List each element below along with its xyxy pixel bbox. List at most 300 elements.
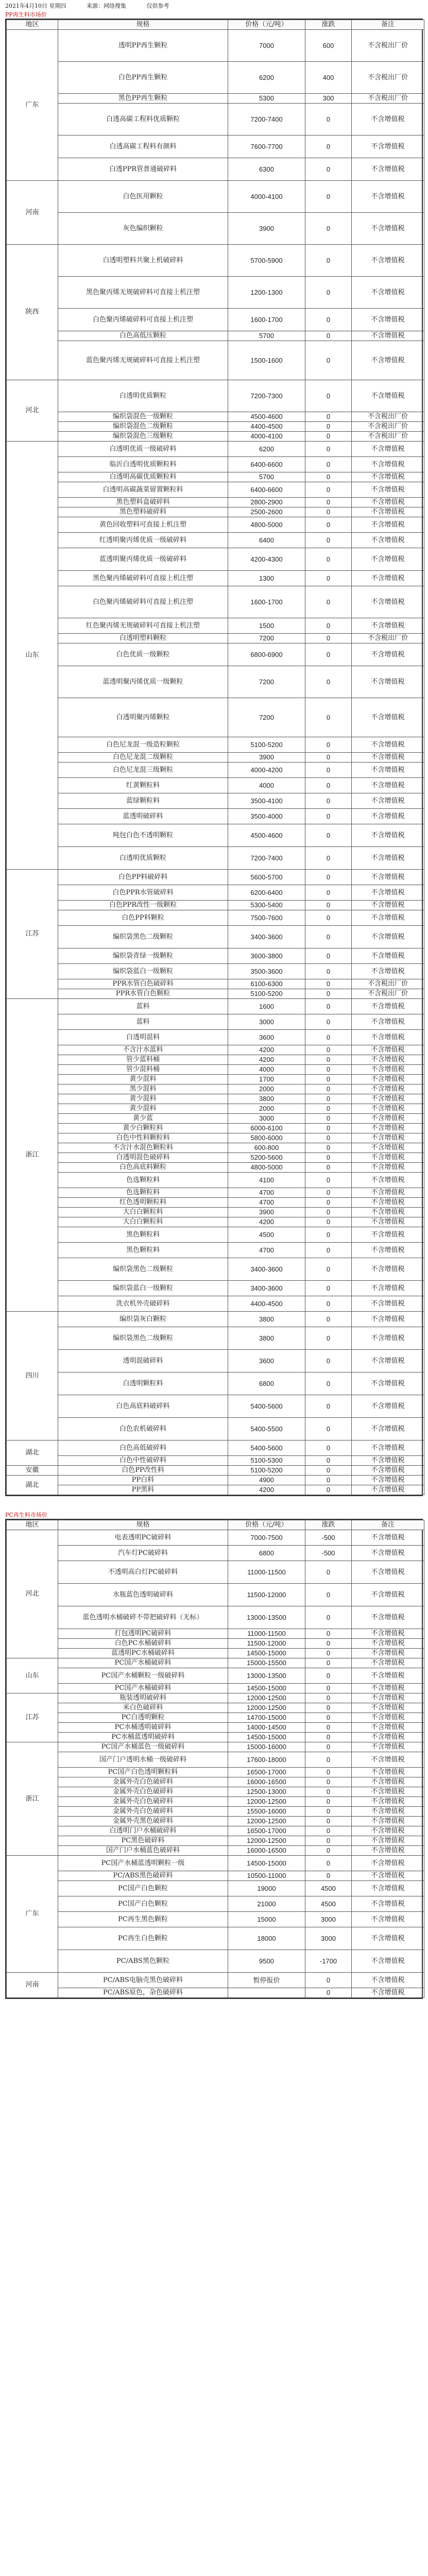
change-cell: 0 <box>305 1836 352 1846</box>
price-cell: 6200 <box>228 62 305 94</box>
change-cell: 0 <box>305 698 352 737</box>
remark-cell: 不含增值税 <box>352 1227 424 1243</box>
change-cell: 0 <box>305 809 352 824</box>
price-cell: 6400-6600 <box>228 457 305 472</box>
table-row <box>7 1896 424 1912</box>
remark-cell: 不含增值税 <box>352 762 424 778</box>
table-row <box>7 213 424 245</box>
remark-cell: 不含增值税 <box>352 1350 424 1372</box>
change-cell: 0 <box>305 341 352 380</box>
table-row <box>7 1084 424 1094</box>
remark-cell: 不含增值税 <box>352 999 424 1014</box>
remark-cell: 不含税出厂价 <box>352 422 424 432</box>
price-cell: 6800 <box>228 1372 305 1395</box>
remark-cell: 不含增值税 <box>352 1485 424 1495</box>
change-cell: 0 <box>305 870 352 885</box>
table-row <box>7 1713 424 1723</box>
remark-cell: 不含增值税 <box>352 245 424 277</box>
table-row <box>7 634 424 643</box>
table-row <box>7 1881 424 1896</box>
remark-cell: 不含增值税 <box>352 1094 424 1104</box>
remark-cell: 不含增值税 <box>352 1143 424 1153</box>
spec-cell: 白色PPR改性一级颗粒 <box>58 901 228 910</box>
change-cell: 0 <box>305 1114 352 1124</box>
change-cell: 0 <box>305 422 352 432</box>
table-row <box>7 309 424 331</box>
spec-cell: 蓝透明聚丙烯优质一级颗粒 <box>58 666 228 698</box>
table-row <box>7 1198 424 1208</box>
table-row <box>7 1988 424 1998</box>
change-cell: 0 <box>305 1243 352 1258</box>
spec-cell: PC白透明颗粒 <box>58 1713 228 1723</box>
price-cell: 3500-4000 <box>228 809 305 824</box>
change-cell: 0 <box>305 442 352 457</box>
price-cell: 1600-1700 <box>228 309 305 331</box>
price-cell: 7200-7300 <box>228 380 305 412</box>
change-cell: 0 <box>305 213 352 245</box>
table-row <box>7 1188 424 1198</box>
change-cell: 0 <box>305 1658 352 1668</box>
price-cell: 11500-12000 <box>228 1639 305 1649</box>
change-cell: 0 <box>305 1826 352 1836</box>
table-row <box>7 762 424 778</box>
price-cell: 4800-5000 <box>228 517 305 533</box>
remark-cell: 不含增值税 <box>352 1014 424 1030</box>
table-row <box>7 1114 424 1124</box>
spec-cell: 白透高碳工程料有颜料 <box>58 135 228 158</box>
price-cell: 4100 <box>228 1173 305 1188</box>
table-row <box>7 1846 424 1856</box>
remark-cell: 不含增值税 <box>352 586 424 618</box>
change-cell: 0 <box>305 885 352 901</box>
table-row <box>7 1807 424 1817</box>
remark-cell: 不含增值税 <box>352 1188 424 1198</box>
table-row <box>7 926 424 948</box>
price-cell: 7200 <box>228 698 305 737</box>
spec-cell: 白透明颗粒料 <box>58 1372 228 1395</box>
change-cell: 0 <box>305 979 352 989</box>
spec-cell: 白色聚丙烯破碎料可直接上机注塑 <box>58 309 228 331</box>
price-cell: 21000 <box>228 1896 305 1912</box>
table-row <box>7 1030 424 1045</box>
table-row <box>7 1440 424 1456</box>
change-cell: 0 <box>305 1456 352 1466</box>
table-row <box>7 1629 424 1639</box>
change-cell: 0 <box>305 753 352 762</box>
remark-cell: 不含增值税 <box>352 181 424 213</box>
table-row <box>7 698 424 737</box>
change-cell: 0 <box>305 457 352 472</box>
region-cell: 湖北 <box>7 1476 58 1495</box>
change-cell: 0 <box>305 1752 352 1768</box>
remark-cell: 不含增值税 <box>352 1881 424 1896</box>
pp-section-title: PP再生料市场价 <box>5 11 47 18</box>
report-date: 2021年4月10日 星期四 <box>5 3 66 9</box>
spec-cell: 国产门户水桶蓝色破碎料 <box>58 1846 228 1856</box>
price-cell: 4500 <box>228 1227 305 1243</box>
price-cell <box>228 1988 305 1998</box>
table-row <box>7 412 424 422</box>
spec-cell: 金属外壳白色破碎料 <box>58 1807 228 1817</box>
report-header <box>0 0 428 11</box>
table-row <box>7 1668 424 1684</box>
price-cell: 1600 <box>228 999 305 1014</box>
price-cell: 11500-12000 <box>228 1584 305 1606</box>
remark-cell: 不含增值税 <box>352 809 424 824</box>
table-row <box>7 1281 424 1296</box>
change-cell: 0 <box>305 1153 352 1163</box>
table-row <box>7 847 424 870</box>
price-cell: 18000 <box>228 1927 305 1950</box>
table-row <box>7 1684 424 1693</box>
change-cell: 0 <box>305 1777 352 1787</box>
price-cell: 16000-16500 <box>228 1846 305 1856</box>
region-cell: 四川 <box>7 1312 58 1440</box>
remark-cell: 不含增值税 <box>352 1065 424 1075</box>
remark-cell: 不含增值税 <box>352 498 424 507</box>
price-cell: 5400-5600 <box>228 1440 305 1456</box>
region-cell: 陕西 <box>7 245 58 380</box>
price-cell: 6000-6100 <box>228 1124 305 1133</box>
remark-cell: 不含增值税 <box>352 1395 424 1418</box>
region-cell: 广东 <box>7 1856 58 1973</box>
price-cell: 3400-3600 <box>228 1258 305 1281</box>
table-row <box>7 331 424 341</box>
region-cell: 河南 <box>7 181 58 245</box>
change-cell: 400 <box>305 62 352 94</box>
remark-cell: 不含增值税 <box>352 1258 424 1281</box>
change-cell: 0 <box>305 571 352 586</box>
spec-cell: 色选颗粒料 <box>58 1173 228 1188</box>
spec-cell: 白透明塑料共聚上机破碎料 <box>58 245 228 277</box>
change-cell: 0 <box>305 533 352 548</box>
region-cell: 山东 <box>7 442 58 870</box>
table-row <box>7 472 424 482</box>
spec-cell: 白透PPR管普通破碎料 <box>58 158 228 181</box>
price-cell: 6200-6400 <box>228 885 305 901</box>
spec-cell: 白透明混色破碎料 <box>58 1153 228 1163</box>
spec-cell: 透明PP再生颗粒 <box>58 30 228 62</box>
table-row <box>7 533 424 548</box>
remark-cell: 不含增值税 <box>352 1163 424 1173</box>
price-cell: 15000 <box>228 1912 305 1927</box>
price-cell: 14500-15000 <box>228 1856 305 1871</box>
remark-cell: 不含增值税 <box>352 1639 424 1649</box>
region-cell: 安徽 <box>7 1466 58 1476</box>
price-cell: 3800 <box>228 1327 305 1350</box>
price-cell: 19000 <box>228 1881 305 1896</box>
price-cell: 6300 <box>228 158 305 181</box>
price-cell: 5100-5200 <box>228 989 305 999</box>
change-cell: 0 <box>305 1649 352 1658</box>
price-cell: 14500-15000 <box>228 1733 305 1742</box>
table-row <box>7 498 424 507</box>
spec-cell: PC国产水桶蓝透明颗粒一级 <box>58 1856 228 1871</box>
spec-cell: 大白白颗粒料 <box>58 1208 228 1217</box>
change-cell: 0 <box>305 1350 352 1372</box>
remark-cell: 不含增值税 <box>352 277 424 309</box>
price-cell: 14000-14500 <box>228 1723 305 1733</box>
table-row <box>7 1227 424 1243</box>
table-row <box>7 1606 424 1629</box>
price-cell: 6100-6300 <box>228 979 305 989</box>
remark-cell: 不含税出厂价 <box>352 412 424 422</box>
table-row <box>7 1418 424 1440</box>
price-cell: 3900 <box>228 1208 305 1217</box>
spec-cell: 大白白颗粒料 <box>58 1217 228 1227</box>
price-cell: 1600-1700 <box>228 586 305 618</box>
remark-cell: 不含增值税 <box>352 507 424 517</box>
spec-cell: 白透明塑料颗粒 <box>58 634 228 643</box>
table-row <box>7 793 424 809</box>
spec-cell: PC/ABS原色，杂色破碎料 <box>58 1988 228 1998</box>
change-cell: 0 <box>305 964 352 979</box>
remark-cell: 不含增值税 <box>352 341 424 380</box>
change-cell: 0 <box>305 1198 352 1208</box>
region-cell: 浙江 <box>7 1742 58 1856</box>
change-cell: 3000 <box>305 1912 352 1927</box>
spec-cell: 编织袋灰白颗粒 <box>58 1312 228 1327</box>
remark-cell: 不含增值税 <box>352 380 424 412</box>
remark-cell: 不含增值税 <box>352 1546 424 1561</box>
spec-cell: 白透明优质颗粒 <box>58 380 228 412</box>
change-cell: 0 <box>305 309 352 331</box>
remark-cell: 不含增值税 <box>352 1777 424 1787</box>
table-row <box>7 432 424 442</box>
remark-cell: 不含增值税 <box>352 666 424 698</box>
change-cell: 0 <box>305 634 352 643</box>
column-header-change: 涨跌 <box>305 20 352 30</box>
table-row <box>7 1143 424 1153</box>
spec-cell: 白透明混料 <box>58 1030 228 1045</box>
remark-cell: 不含增值税 <box>352 901 424 910</box>
table-row <box>7 1075 424 1084</box>
table-row <box>7 1927 424 1950</box>
price-cell: 4000-4200 <box>228 762 305 778</box>
table-row <box>7 1639 424 1649</box>
spec-cell: 白色高低破碎料 <box>58 1440 228 1456</box>
spec-cell: 金属外壳白色破碎料 <box>58 1797 228 1807</box>
change-cell: 0 <box>305 331 352 341</box>
region-cell: 湖北 <box>7 1440 58 1466</box>
change-cell: 0 <box>305 1787 352 1797</box>
change-cell: 0 <box>305 1030 352 1045</box>
remark-cell: 不含增值税 <box>352 533 424 548</box>
change-cell: 0 <box>305 1713 352 1723</box>
table-row <box>7 1466 424 1476</box>
spec-cell: 黑色颗粒料 <box>58 1243 228 1258</box>
remark-cell: 不含增值税 <box>352 1045 424 1055</box>
spec-cell: 黄少混料 <box>58 1094 228 1104</box>
remark-cell: 不含增值税 <box>352 1742 424 1752</box>
remark-cell: 不含增值税 <box>352 1075 424 1084</box>
remark-cell: 不含增值税 <box>352 1787 424 1797</box>
table-row <box>7 1703 424 1713</box>
table-row <box>7 277 424 309</box>
price-cell: 12000-12500 <box>228 1836 305 1846</box>
table-row <box>7 1768 424 1777</box>
price-cell: 6400-6600 <box>228 482 305 498</box>
remark-cell: 不含增值税 <box>352 870 424 885</box>
table-row <box>7 885 424 901</box>
change-cell: 0 <box>305 1871 352 1881</box>
price-cell: 14500-15000 <box>228 1684 305 1693</box>
price-cell: 1300 <box>228 571 305 586</box>
spec-cell: 蓝绿颗粒料 <box>58 793 228 809</box>
remark-cell: 不含增值税 <box>352 1807 424 1817</box>
spec-cell: 黑色聚丙烯无规破碎料可直接上机注塑 <box>58 277 228 309</box>
spec-cell: 白色尼龙混三级颗粒 <box>58 762 228 778</box>
change-cell: 0 <box>305 245 352 277</box>
change-cell: 0 <box>305 135 352 158</box>
change-cell: 3000 <box>305 1927 352 1950</box>
table-row <box>7 1208 424 1217</box>
change-cell: 0 <box>305 1065 352 1075</box>
change-cell: 0 <box>305 1124 352 1133</box>
change-cell: 0 <box>305 1281 352 1296</box>
spec-cell: PP白料 <box>58 1476 228 1485</box>
table-row <box>7 1045 424 1055</box>
spec-cell: PC国产水桶破碎料 <box>58 1658 228 1668</box>
spec-cell: 黑少混料 <box>58 1084 228 1094</box>
spec-cell: 灰色编织颗粒 <box>58 213 228 245</box>
change-cell: 0 <box>305 1817 352 1826</box>
price-cell: 7200-7400 <box>228 104 305 135</box>
remark-cell: 不含增值税 <box>352 643 424 666</box>
table-row <box>7 30 424 62</box>
spec-cell: 白透明高碳蔬菜留置颗粒料 <box>58 482 228 498</box>
table-row <box>7 989 424 999</box>
spec-cell: 白色中性破碎料 <box>58 1456 228 1466</box>
price-cell: 5300-5400 <box>228 901 305 910</box>
spec-cell: PC国产白色颗粒 <box>58 1881 228 1896</box>
table-row <box>7 964 424 979</box>
spec-cell: 蓝料 <box>58 1014 228 1030</box>
spec-cell: 管少蓝料桶 <box>58 1055 228 1065</box>
price-cell: 12000-12500 <box>228 1693 305 1703</box>
change-cell: 0 <box>305 1094 352 1104</box>
spec-cell: 编织袋混色三级颗粒 <box>58 432 228 442</box>
table-row <box>7 737 424 753</box>
table-row <box>7 62 424 94</box>
change-cell: 600 <box>305 30 352 62</box>
spec-cell: PC水桶蓝透明破碎料 <box>58 1733 228 1742</box>
change-cell: 0 <box>305 1227 352 1243</box>
remark-cell: 不含增值税 <box>352 1440 424 1456</box>
price-cell: 16000-16500 <box>228 1777 305 1787</box>
change-cell: 0 <box>305 412 352 422</box>
spec-cell: PPR水管白色颗粒 <box>58 989 228 999</box>
remark-cell: 不含增值税 <box>352 948 424 964</box>
table-row <box>7 1950 424 1973</box>
change-cell: 0 <box>305 1104 352 1114</box>
change-cell: 0 <box>305 1797 352 1807</box>
price-cell: 9500 <box>228 1950 305 1973</box>
spec-cell: 编织袋黑色二级颗粒 <box>58 1258 228 1281</box>
remark-cell: 不含增值税 <box>352 1817 424 1826</box>
spec-cell: 黄少白颗粒料 <box>58 1124 228 1133</box>
spec-cell: 汽车灯PC破碎料 <box>58 1546 228 1561</box>
region-cell: 广东 <box>7 30 58 181</box>
table-row <box>7 979 424 989</box>
change-cell: 0 <box>305 1485 352 1495</box>
spec-cell: PC国产水桶颗粒一级破碎料 <box>58 1668 228 1684</box>
remark-cell: 不含增值税 <box>352 1561 424 1584</box>
remark-cell: 不含增值税 <box>352 1104 424 1114</box>
remark-cell: 不含增值税 <box>352 1456 424 1466</box>
spec-cell: 金属外壳白色破碎料 <box>58 1777 228 1787</box>
spec-cell: 不含汁水蓝料 <box>58 1045 228 1055</box>
spec-cell: 白色高低压颗粒 <box>58 331 228 341</box>
remark-cell: 不含增值税 <box>352 1871 424 1881</box>
spec-cell: 白色PP改性料 <box>58 1466 228 1476</box>
table-row <box>7 1752 424 1768</box>
remark-cell: 不含增值税 <box>352 1055 424 1065</box>
change-cell: 4500 <box>305 1881 352 1896</box>
remark-cell: 不含增值税 <box>352 1198 424 1208</box>
spec-cell: 蓝色聚丙烯无规破碎料可直接上机注塑 <box>58 341 228 380</box>
report-source: 来源：网络搜集 <box>87 3 126 9</box>
remark-cell: 不含增值税 <box>352 1281 424 1296</box>
table-row <box>7 442 424 457</box>
table-row <box>7 1836 424 1846</box>
remark-cell: 不含增值税 <box>352 1372 424 1395</box>
price-cell: 3400-3600 <box>228 1281 305 1296</box>
price-cell: 4500-4600 <box>228 412 305 422</box>
table-row <box>7 1133 424 1143</box>
change-cell: 0 <box>305 762 352 778</box>
change-cell: 0 <box>305 586 352 618</box>
price-cell: 15000-16000 <box>228 1742 305 1752</box>
spec-cell: 白透高碳工程料优质颗粒 <box>58 104 228 135</box>
price-cell: 4900 <box>228 1476 305 1485</box>
remark-cell: 不含增值税 <box>352 1896 424 1912</box>
change-cell: 0 <box>305 277 352 309</box>
change-cell: 0 <box>305 1188 352 1198</box>
table-row <box>7 901 424 910</box>
change-cell: 0 <box>305 1768 352 1777</box>
remark-cell: 不含税出厂价 <box>352 979 424 989</box>
change-cell: 0 <box>305 999 352 1014</box>
price-cell: 16500-17000 <box>228 1826 305 1836</box>
table-row <box>7 1243 424 1258</box>
change-cell: -500 <box>305 1546 352 1561</box>
price-cell: 17600-18000 <box>228 1752 305 1768</box>
remark-cell: 不含增值税 <box>352 457 424 472</box>
report-note: 仅供参考 <box>146 3 169 9</box>
pp-price-table <box>5 19 423 1496</box>
remark-cell: 不含增值税 <box>352 1797 424 1807</box>
spec-cell: 黄少蓝 <box>58 1114 228 1124</box>
change-cell: 300 <box>305 94 352 104</box>
remark-cell: 不含税出厂价 <box>352 94 424 104</box>
spec-cell: 水瓶蓝色透明破碎料 <box>58 1584 228 1606</box>
spec-cell: 白色优质一级颗粒 <box>58 643 228 666</box>
price-cell: 3600 <box>228 1350 305 1372</box>
price-cell: 4400-4500 <box>228 1296 305 1312</box>
spec-cell: 编织袋蓝白一级颗粒 <box>58 1281 228 1296</box>
remark-cell: 不含增值税 <box>352 1927 424 1950</box>
pc-table-header <box>7 1520 424 1530</box>
spec-cell: 白色PP料颗粒 <box>58 910 228 926</box>
price-cell: 2000 <box>228 1084 305 1094</box>
remark-cell: 不含增值税 <box>352 1826 424 1836</box>
price-cell: 7200-7400 <box>228 847 305 870</box>
change-cell: 0 <box>305 1639 352 1649</box>
price-cell: 3800 <box>228 1094 305 1104</box>
table-row <box>7 1856 424 1871</box>
change-cell: 0 <box>305 1055 352 1065</box>
